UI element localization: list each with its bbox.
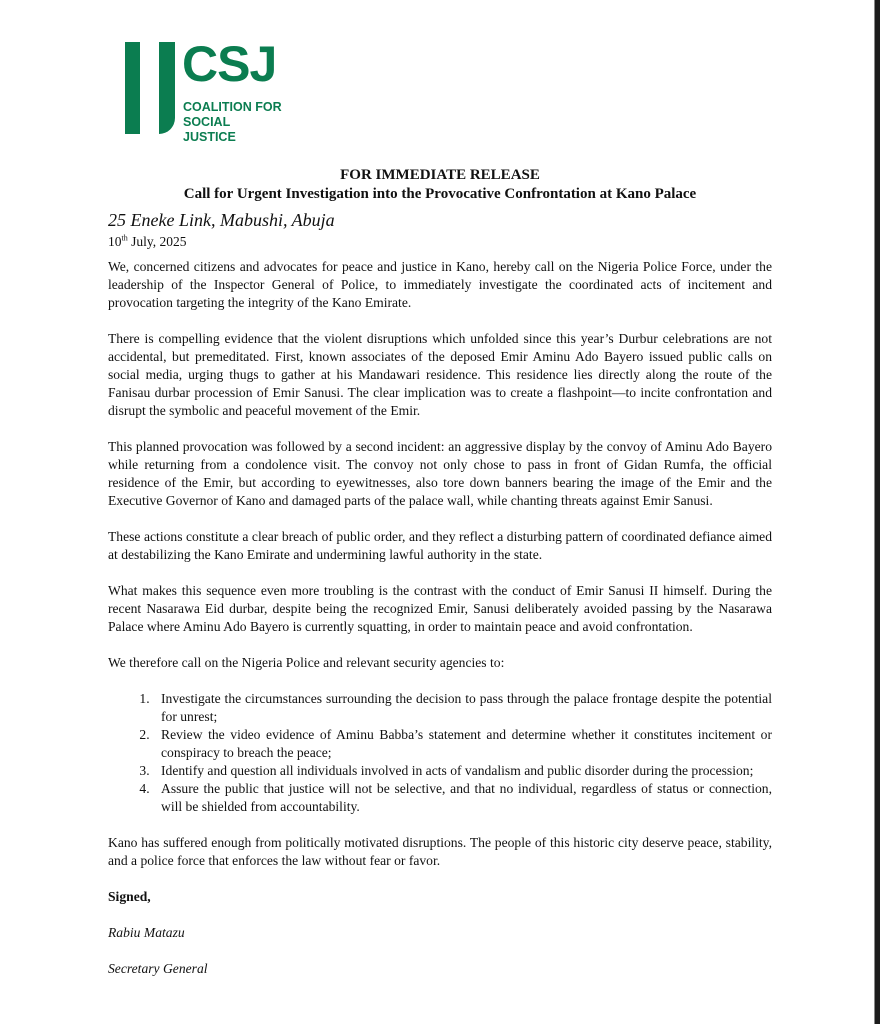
release-label: FOR IMMEDIATE RELEASE (340, 167, 540, 183)
logo-line-1: COALITION FOR (183, 100, 282, 114)
logo-bar-right (159, 42, 175, 134)
address: 25 Eneke Link, Mabushi, Abuja (108, 210, 335, 230)
window-edge (874, 0, 880, 1024)
document-body (108, 258, 772, 996)
list-item: 1. Investigate the circumstances surrounding the decision to pass through the palace frontage despite the potential for unrest; (153, 690, 772, 726)
paragraph: We therefore call on the Nigeria Police and relevant security agencies to: (108, 655, 505, 670)
logo-initials: CSJ (182, 36, 277, 92)
paragraph: What makes this sequence even more troubling is the contrast with the conduct of Emir Sanusi II himself. During the recent Nasarawa Eid durbar, despite being the recognized Emir, Sanusi deliberately avoided passing by the Nasarawa Palace where Aminu Ado Bayero is currently squatting, in order to maintain peace and avoid confrontation. (108, 583, 772, 634)
list-item: 4. Assure the public that justice will not be selective, and that no individual, regardless of status or connection, will be shielded from accountability. (153, 780, 772, 816)
logo-subtitle (183, 100, 285, 145)
signatory-name: Rabiu Matazu (108, 925, 185, 940)
paragraph: This planned provocation was followed by a second incident: an aggressive display by the convoy of Aminu Ado Bayero while returning from a condolence visit. The convoy not only chose to pass in front of Gidan Rumfa, the official residence of the Emir, but according to eyewitnesses, also tore down banners bearing the image of the Emir and the Executive Governor of Kano and damaged parts of the palace wall, while chanting threats against Emir Sanusi. (108, 439, 772, 508)
date-day: 10 (108, 234, 122, 249)
signatory-title: Secretary General (108, 961, 208, 976)
date (108, 234, 187, 250)
date-suffix: th (121, 233, 128, 243)
csj-logo (125, 36, 285, 144)
logo-bar-left (125, 42, 140, 134)
closing-paragraph: Kano has suffered enough from politically motivated disruptions. The people of this historic city deserve peace, stability, and a police force that enforces the law without fear or favor. (108, 835, 772, 868)
demands-list (108, 690, 772, 816)
paragraph: These actions constitute a clear breach of public order, and they reflect a disturbing pattern of coordinated defiance aimed at destabilizing the Kano Emirate and undermining lawful authority in the state. (108, 529, 772, 562)
paragraph: We, concerned citizens and advocates for peace and justice in Kano, hereby call on the Nigeria Police Force, under the leadership of the Inspector General of Police, to immediately investigate the coordinated acts of incitement and provocation targeting the integrity of the Kano Emirate. (108, 259, 772, 310)
logo-line-2: SOCIAL JUSTICE (183, 115, 236, 144)
paragraph: There is compelling evidence that the violent disruptions which unfolded since this year’s Durbur celebrations are not accidental, but premeditated. First, known associates of the deposed Emir Aminu Ado Bayero issued public calls on social media, urging thugs to gather at his Mandawari residence. This residence lies directly along the route of the Fanisau durbar procession of Emir Sanusi. The clear implication was to create a flashpoint—to incite confrontation and disrupt the symbolic and peaceful movement of the Emir. (108, 331, 772, 418)
list-item: 3. Identify and question all individuals involved in acts of vandalism and public disorder during the procession; (153, 762, 772, 780)
signed-label: Signed, (108, 889, 151, 904)
document-title: Call for Urgent Investigation into the Provocative Confrontation at Kano Palace (183, 186, 697, 202)
date-rest: July, 2025 (127, 234, 187, 249)
list-item: 2. Review the video evidence of Aminu Babba’s statement and determine whether it constitutes incitement or conspiracy to breach the peace; (153, 726, 772, 762)
